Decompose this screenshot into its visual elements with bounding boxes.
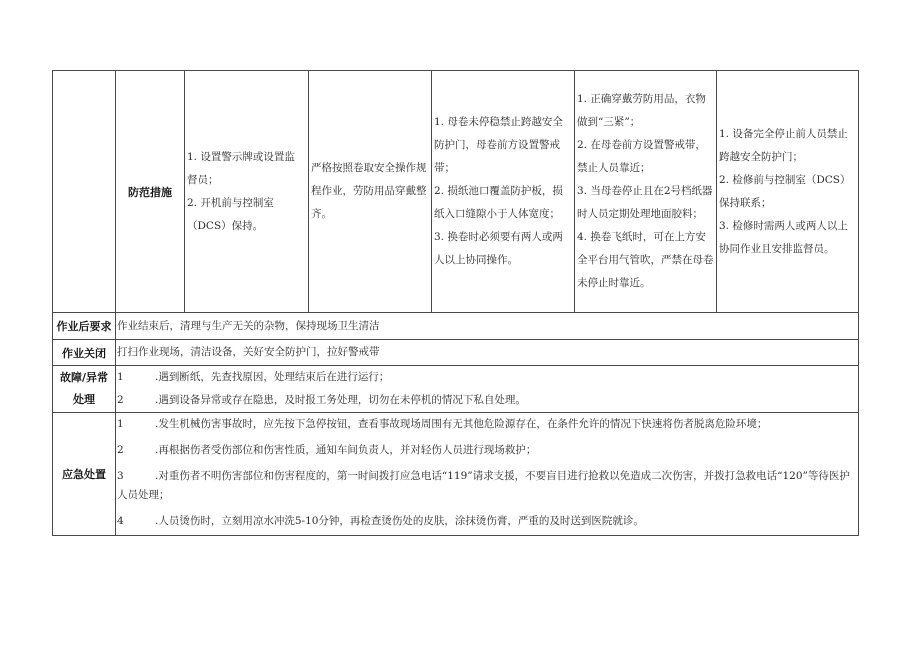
list-item — [117, 366, 857, 389]
item-text: .对重伤者不明伤害部位和伤害程度的，第一时间拨打应急电话“119”请求支援，不要盲目进行抢救以免造成二次伤害，并拨打急救电话“120”等待医护人员处理； — [117, 470, 850, 501]
list-item: 2. 检修前与控制室（DCS）保持联系； — [719, 173, 851, 209]
col-divider — [184, 71, 185, 312]
emergency-header-label: 应急处置 — [62, 468, 106, 481]
after-work-header-label: 作业后要求 — [56, 320, 112, 333]
col-divider — [716, 71, 717, 312]
list-item — [117, 508, 857, 534]
col-divider — [308, 71, 309, 312]
item-number: 1 — [117, 418, 124, 430]
fault-list — [117, 366, 857, 412]
list-item: 3. 检修时需两人或两人以上协同作业且安排监督员。 — [719, 219, 848, 255]
emergency-header — [53, 413, 115, 535]
prevention-col5 — [719, 71, 856, 312]
item-text: .遇到断纸，先查找原因，处理结束后在进行运行； — [155, 371, 390, 383]
list-item: 1. 设置警示牌或设置监督员； — [187, 150, 295, 186]
item-number: 1 — [117, 371, 124, 383]
item-number: 4 — [117, 515, 124, 527]
list-item — [117, 437, 857, 463]
prevention-col2 — [311, 71, 427, 312]
list-item — [117, 411, 857, 437]
fault-header — [53, 366, 115, 412]
shutdown-text: 打扫作业现场，清洁设备，关好安全防护门，拉好警戒带 — [117, 346, 380, 358]
after-work-text: 作业结束后，清理与生产无关的杂物，保持现场卫生清洁 — [117, 320, 380, 332]
list-item — [117, 389, 857, 412]
item-text: .人员烫伤时，立刻用凉水冲洗5-10分钟，再检查烫伤处的皮肤，涂抹烫伤膏，严重的及时送到医院就诊。 — [155, 515, 644, 527]
item-text: .遇到设备异常或存在隐患，及时报工务处理，切勿在未停机的情况下私自处理。 — [155, 394, 526, 406]
list-item: 2. 在母卷前方设置警戒带，禁止人员靠近； — [577, 139, 706, 174]
shutdown-header-label: 作业关闭 — [62, 346, 106, 360]
safety-table — [52, 70, 859, 536]
list-item: 1. 母卷未停稳禁止跨越安全防护门，母卷前方设置警戒带； — [434, 116, 563, 174]
item-number: 2 — [117, 444, 124, 456]
shutdown-header — [53, 340, 115, 365]
col-divider — [574, 71, 575, 312]
list-item: 2. 损纸池口覆盖防护板，损纸入口缝隙小于人体宽度； — [434, 185, 563, 220]
item-number: 2 — [117, 394, 124, 406]
prevention-header — [116, 71, 184, 312]
after-work-header — [53, 313, 115, 339]
prevention-col3 — [434, 71, 572, 312]
list-item: 1. 正确穿戴劳防用品，衣物做到“三紧”； — [577, 93, 706, 128]
list-item: 4. 换卷飞纸时，可在上方安全平台用气管吹，严禁在母卷未停止时靠近。 — [577, 231, 714, 289]
fault-header-line2: 处理 — [73, 393, 95, 406]
emergency-list — [117, 411, 857, 535]
list-item: 2. 开机前与控制室（DCS）保持。 — [187, 196, 274, 232]
list-item: 1. 设备完全停止前人员禁止跨越安全防护门； — [719, 127, 848, 163]
item-text: .再根据伤者受伤部位和伤害性质，通知车间负责人，并对轻伤人员进行现场救护； — [155, 444, 537, 456]
list-item: 严格按照卷取安全操作规程作业，劳防用品穿戴整齐。 — [311, 162, 427, 220]
item-text: .发生机械伤害事故时，应先按下急停按钮，查看事故现场周围有无其他危险源存在，在条件允许的情况下快速将伤者脱离危险环境； — [155, 418, 768, 430]
list-item: 3. 换卷时必须要有两人或两人以上协同操作。 — [434, 231, 563, 266]
prevention-header-label: 防范措施 — [128, 185, 172, 199]
prevention-col1 — [187, 71, 305, 312]
fault-header-line1: 故障/异常 — [59, 371, 109, 384]
list-item: 3. 当母卷停止且在2号档纸器时人员定期处理地面胶料； — [577, 185, 713, 220]
item-number: 3 — [117, 470, 124, 482]
col-divider — [431, 71, 432, 312]
list-item — [117, 463, 857, 508]
prevention-col4 — [577, 71, 714, 312]
